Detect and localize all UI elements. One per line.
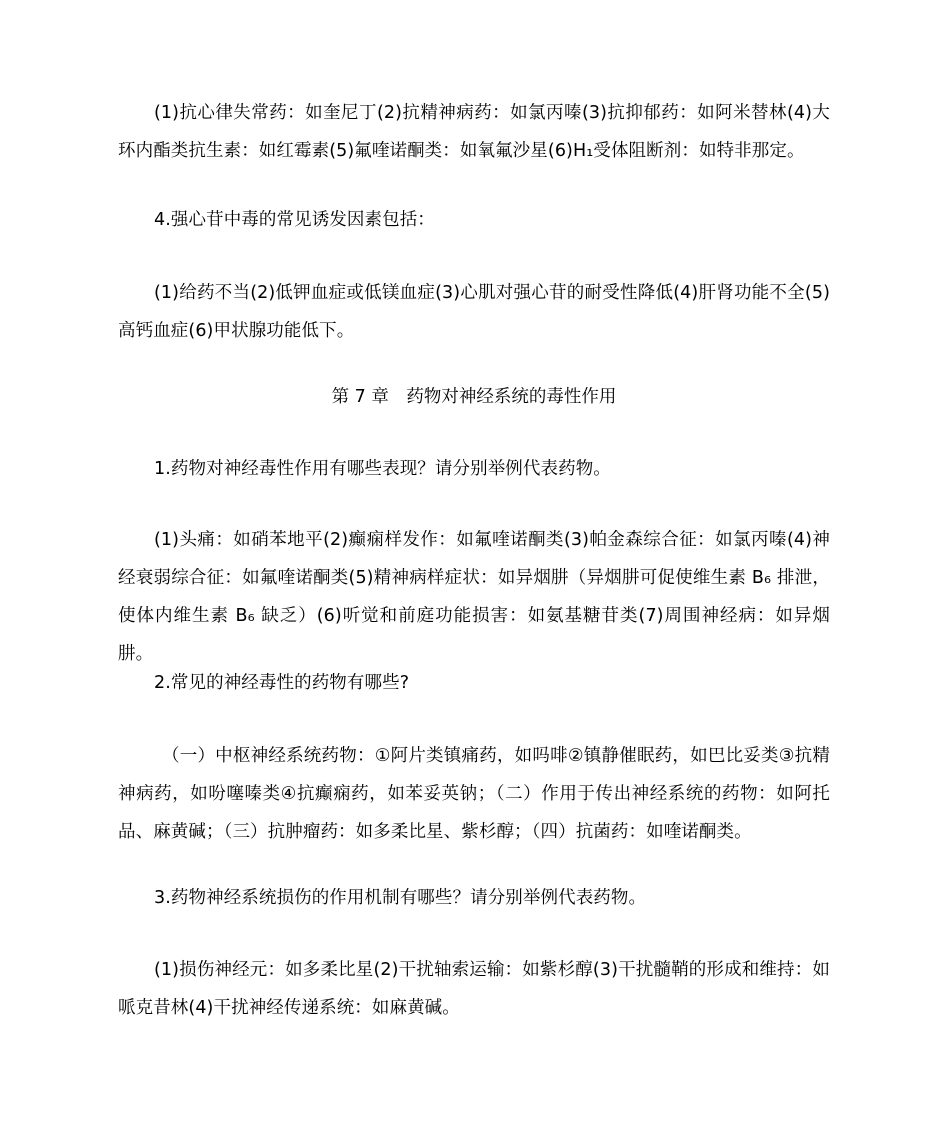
paragraph-antiarrhythmic-drugs: (1)抗心律失常药：如奎尼丁(2)抗精神病药：如氯丙嗪(3)抗抑郁药：如阿米替林(4)大环内酯类抗生素：如红霉素(5)氟喹诺酮类：如氧氟沙星(6)H₁受体阻断剂：如特非那定。 <box>118 103 830 161</box>
paragraph-mechanisms-answer: (1)损伤神经元：如多柔比星(2)干扰轴索运输：如紫杉醇(3)干扰髓鞘的形成和维持：如哌克昔林(4)干扰神经传递系统：如麻黄碱。 <box>118 960 830 1018</box>
question-neurotoxicity-mechanisms: 3.药物神经系统损伤的作用机制有哪些？请分别举例代表药物。 <box>154 888 647 908</box>
question-cardiac-glycoside-factors: 4.强心苷中毒的常见诱发因素包括： <box>154 210 435 230</box>
paragraph-common-neurotoxic-drugs-answer: （一）中枢神经系统药物：①阿片类镇痛药，如吗啡②镇静催眠药，如巴比妥类③抗精神病药，如吩噻嗪类④抗癫痫药，如苯妥英钠；（二）作用于传出神经系统的药物：如阿托品、麻黄碱；（三）抗肿瘤药：如多柔比星、紫杉醇；（四）抗菌药：如喹诺酮类。 <box>118 746 830 842</box>
paragraph-neurotoxicity-answer: (1)头痛：如硝苯地平(2)癫痫样发作：如氟喹诺酮类(3)帕金森综合征：如氯丙嗪(4)神经衰弱综合征：如氟喹诺酮类(5)精神病样症状：如异烟肼（异烟肼可促使维生素 B₆ 排泄，使体内维生素 B₆ 缺乏）(6)听觉和前庭功能损害：如氨基糖苷类(7)周围神经病：如异烟肼。 <box>118 530 830 664</box>
chapter-title: 第 7 章 药物对神经系统的毒性作用 <box>331 387 617 407</box>
question-common-neurotoxic-drugs: 2.常见的神经毒性的药物有哪些? <box>154 673 410 693</box>
question-neurotoxicity-manifestations: 1.药物对神经毒性作用有哪些表现？请分别举例代表药物。 <box>154 459 611 479</box>
paragraph-glycoside-factors-answer: (1)给药不当(2)低钾血症或低镁血症(3)心肌对强心苷的耐受性降低(4)肝肾功能不全(5)高钙血症(6)甲状腺功能低下。 <box>118 283 830 341</box>
